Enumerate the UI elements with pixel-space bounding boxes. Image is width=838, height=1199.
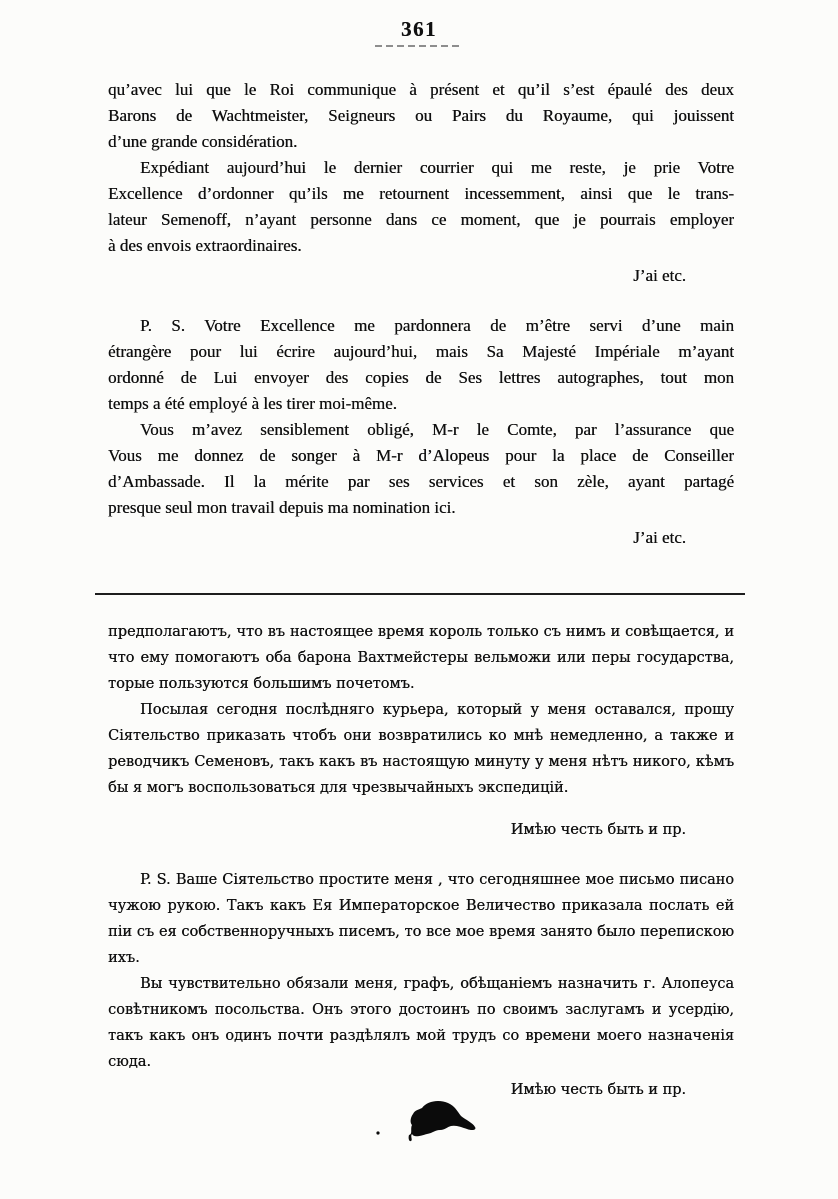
ink-speck	[376, 1131, 379, 1134]
text-line: à des envois extraordinaires.	[108, 236, 302, 255]
text-line: бы я могъ воспользоваться для чрезвычайныхъ экспедицій.	[108, 780, 569, 796]
page-header	[0, 0, 838, 47]
text-line: P. S. Votre Excellence me pardonnera de m’être servi d’une main	[140, 316, 734, 335]
section-divider-rule	[95, 593, 745, 595]
text-line: Vous m’avez sensiblement obligé, M-r le Comte, par l’assurance que	[140, 420, 734, 439]
russian-signoff-1: Имѣю честь быть и пр.	[510, 822, 686, 838]
text-line: P. S. Ваше Сіятельство простите меня , что сегодняшнее мое письмо писано	[140, 872, 734, 888]
russian-paragraph-1	[108, 619, 734, 697]
text-line: реводчикъ Семеновъ, такъ какъ въ настоящую минуту у меня нѣтъ никого, кѣмъ	[108, 754, 734, 770]
ink-blot	[370, 1098, 490, 1148]
text-line: Сіятельство приказать чтобъ они возвратились ко мнѣ немедленно, а также и	[108, 728, 734, 744]
french-paragraph-1	[108, 77, 734, 155]
text-line: Barons de Wachtmeister, Seigneurs ou Pairs du Royaume, qui jouissent	[108, 106, 734, 125]
french-letter-section	[108, 77, 734, 551]
text-line: Expédiant aujourd’hui le dernier courrier qui me reste, je prie Votre	[140, 158, 734, 177]
text-line: Посылая сегодня послѣдняго курьера, который у меня оставался, прошу	[140, 702, 734, 718]
text-line: сюда.	[108, 1054, 151, 1070]
text-line: Vous me donnez de songer à M-r d’Alopeus pour la place de Conseiller	[108, 446, 734, 465]
text-line: lateur Semenoff, n’ayant personne dans ce moment, que je pourrais employer	[108, 210, 734, 229]
text-line: такъ какъ онъ одинъ почти раздѣлялъ мой трудъ со времени моего назначенія	[108, 1028, 734, 1044]
russian-paragraph-2	[108, 697, 734, 801]
text-line: étrangère pour lui écrire aujourd’hui, mais Sa Majesté Impériale m’ayant	[108, 342, 734, 361]
french-signoff-1: J’ai etc.	[633, 266, 686, 285]
russian-signoff-2: Имѣю честь быть и пр.	[510, 1082, 686, 1098]
russian-paragraph-3-postscript	[108, 867, 734, 971]
text-line: d’une grande considération.	[108, 132, 298, 151]
text-line: піи съ ея собственноручныхъ писемъ, то все мое время занято было перепискою	[108, 924, 734, 940]
russian-paragraph-4	[108, 971, 734, 1075]
text-line: presque seul mon travail depuis ma nomination ici.	[108, 498, 456, 517]
french-paragraph-4	[108, 417, 734, 521]
page-number: 361	[401, 17, 437, 41]
page-number-rule	[375, 45, 463, 47]
text-line: d’Ambassade. Il la mérite par ses services et son zèle, ayant partagé	[108, 472, 734, 491]
french-paragraph-3-postscript	[108, 313, 734, 417]
text-line: Вы чувствительно обязали меня, графъ, обѣщаніемъ назначить г. Алопеуса	[140, 976, 734, 992]
text-line: что ему помогаютъ оба барона Вахтмейстеры вельможи или перы государства,	[108, 650, 734, 666]
text-line: ихъ.	[108, 950, 140, 966]
russian-letter-section	[108, 619, 734, 1103]
ink-blot-shape	[409, 1101, 476, 1141]
text-line: Excellence d’ordonner qu’ils me retournent incessemment, ainsi que le trans-	[108, 184, 734, 203]
text-line: предполагаютъ, что въ настоящее время король только съ нимъ и совѣщается, и	[108, 624, 734, 640]
french-paragraph-2	[108, 155, 734, 259]
text-line: совѣтникомъ посольства. Онъ этого достоинъ по своимъ заслугамъ и усердію,	[108, 1002, 734, 1018]
text-line: чужою рукою. Такъ какъ Ея Императорское Величество приказала послать ей	[108, 898, 734, 914]
text-line: qu’avec lui que le Roi communique à présent et qu’il s’est épaulé des deux	[108, 80, 734, 99]
text-line: ordonné de Lui envoyer des copies de Ses lettres autographes, tout mon	[108, 368, 734, 387]
text-line: торые пользуются большимъ почетомъ.	[108, 676, 415, 692]
text-line: temps a été employé à les tirer moi-même.	[108, 394, 397, 413]
french-signoff-2: J’ai etc.	[633, 528, 686, 547]
